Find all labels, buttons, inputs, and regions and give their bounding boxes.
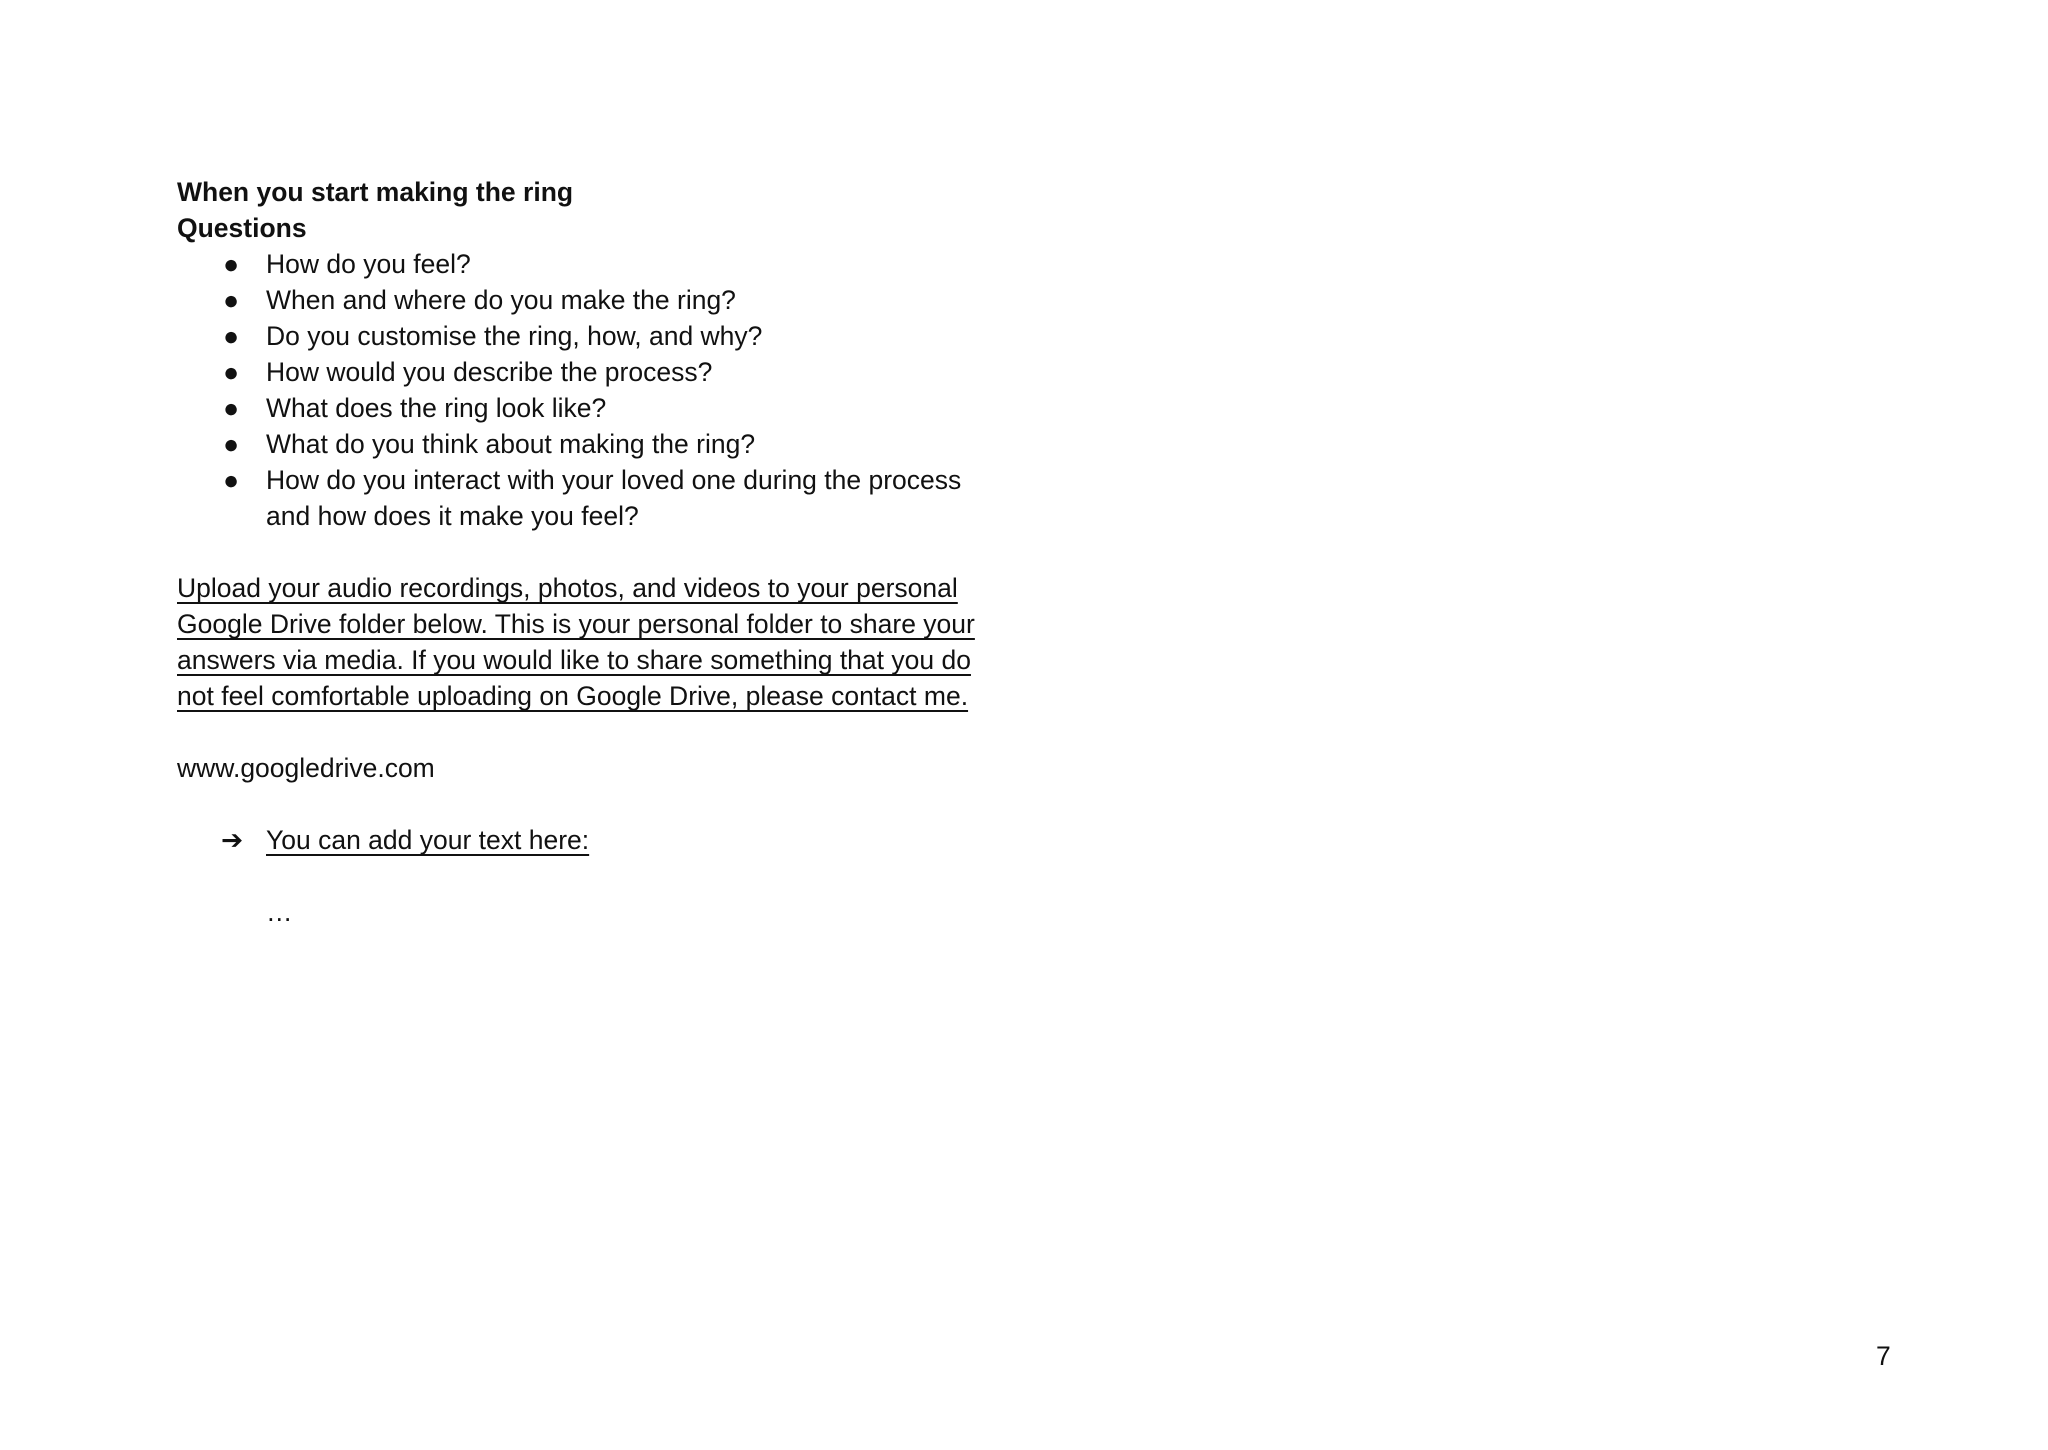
question-text: What does the ring look like? bbox=[266, 393, 607, 423]
bullet-icon: ● bbox=[222, 285, 239, 315]
page-content bbox=[177, 174, 997, 930]
question-item bbox=[177, 462, 966, 534]
question-item bbox=[177, 426, 997, 462]
bullet-icon: ● bbox=[222, 393, 239, 423]
question-item bbox=[177, 282, 997, 318]
question-text: How do you interact with your loved one during the process and how does it make you feel? bbox=[266, 465, 962, 531]
arrow-right-icon: ➔ bbox=[221, 825, 244, 855]
question-list bbox=[177, 246, 997, 534]
spacer bbox=[177, 786, 997, 822]
answer-placeholder[interactable]: … bbox=[266, 897, 293, 927]
question-text: Do you customise the ring, how, and why? bbox=[266, 321, 763, 351]
upload-instructions: Upload your audio recordings, photos, and videos to your personal Google Drive folder below. This is your personal folder to share your answers via media. If you would like to share something that you do not feel comfortable uploading on Google Drive, please contact me. bbox=[177, 573, 975, 711]
add-text-row bbox=[177, 822, 997, 858]
drive-url-link[interactable]: www.googledrive.com bbox=[177, 753, 435, 783]
question-item bbox=[177, 354, 997, 390]
questions-heading: Questions bbox=[177, 213, 307, 243]
question-text: What do you think about making the ring? bbox=[266, 429, 756, 459]
bullet-icon: ● bbox=[222, 357, 239, 387]
question-item bbox=[177, 246, 997, 282]
spacer bbox=[177, 534, 997, 570]
section-heading: When you start making the ring bbox=[177, 177, 574, 207]
question-item bbox=[177, 390, 997, 426]
question-text: How would you describe the process? bbox=[266, 357, 713, 387]
bullet-icon: ● bbox=[222, 321, 239, 351]
bullet-icon: ● bbox=[222, 429, 239, 459]
bullet-icon: ● bbox=[222, 465, 239, 495]
question-text: When and where do you make the ring? bbox=[266, 285, 736, 315]
add-text-prompt: You can add your text here: bbox=[266, 825, 590, 855]
spacer bbox=[177, 714, 997, 750]
spacer bbox=[177, 858, 997, 894]
question-text: How do you feel? bbox=[266, 249, 471, 279]
page-number: 7 bbox=[1876, 1341, 1891, 1371]
question-item bbox=[177, 318, 997, 354]
bullet-icon: ● bbox=[222, 249, 239, 279]
